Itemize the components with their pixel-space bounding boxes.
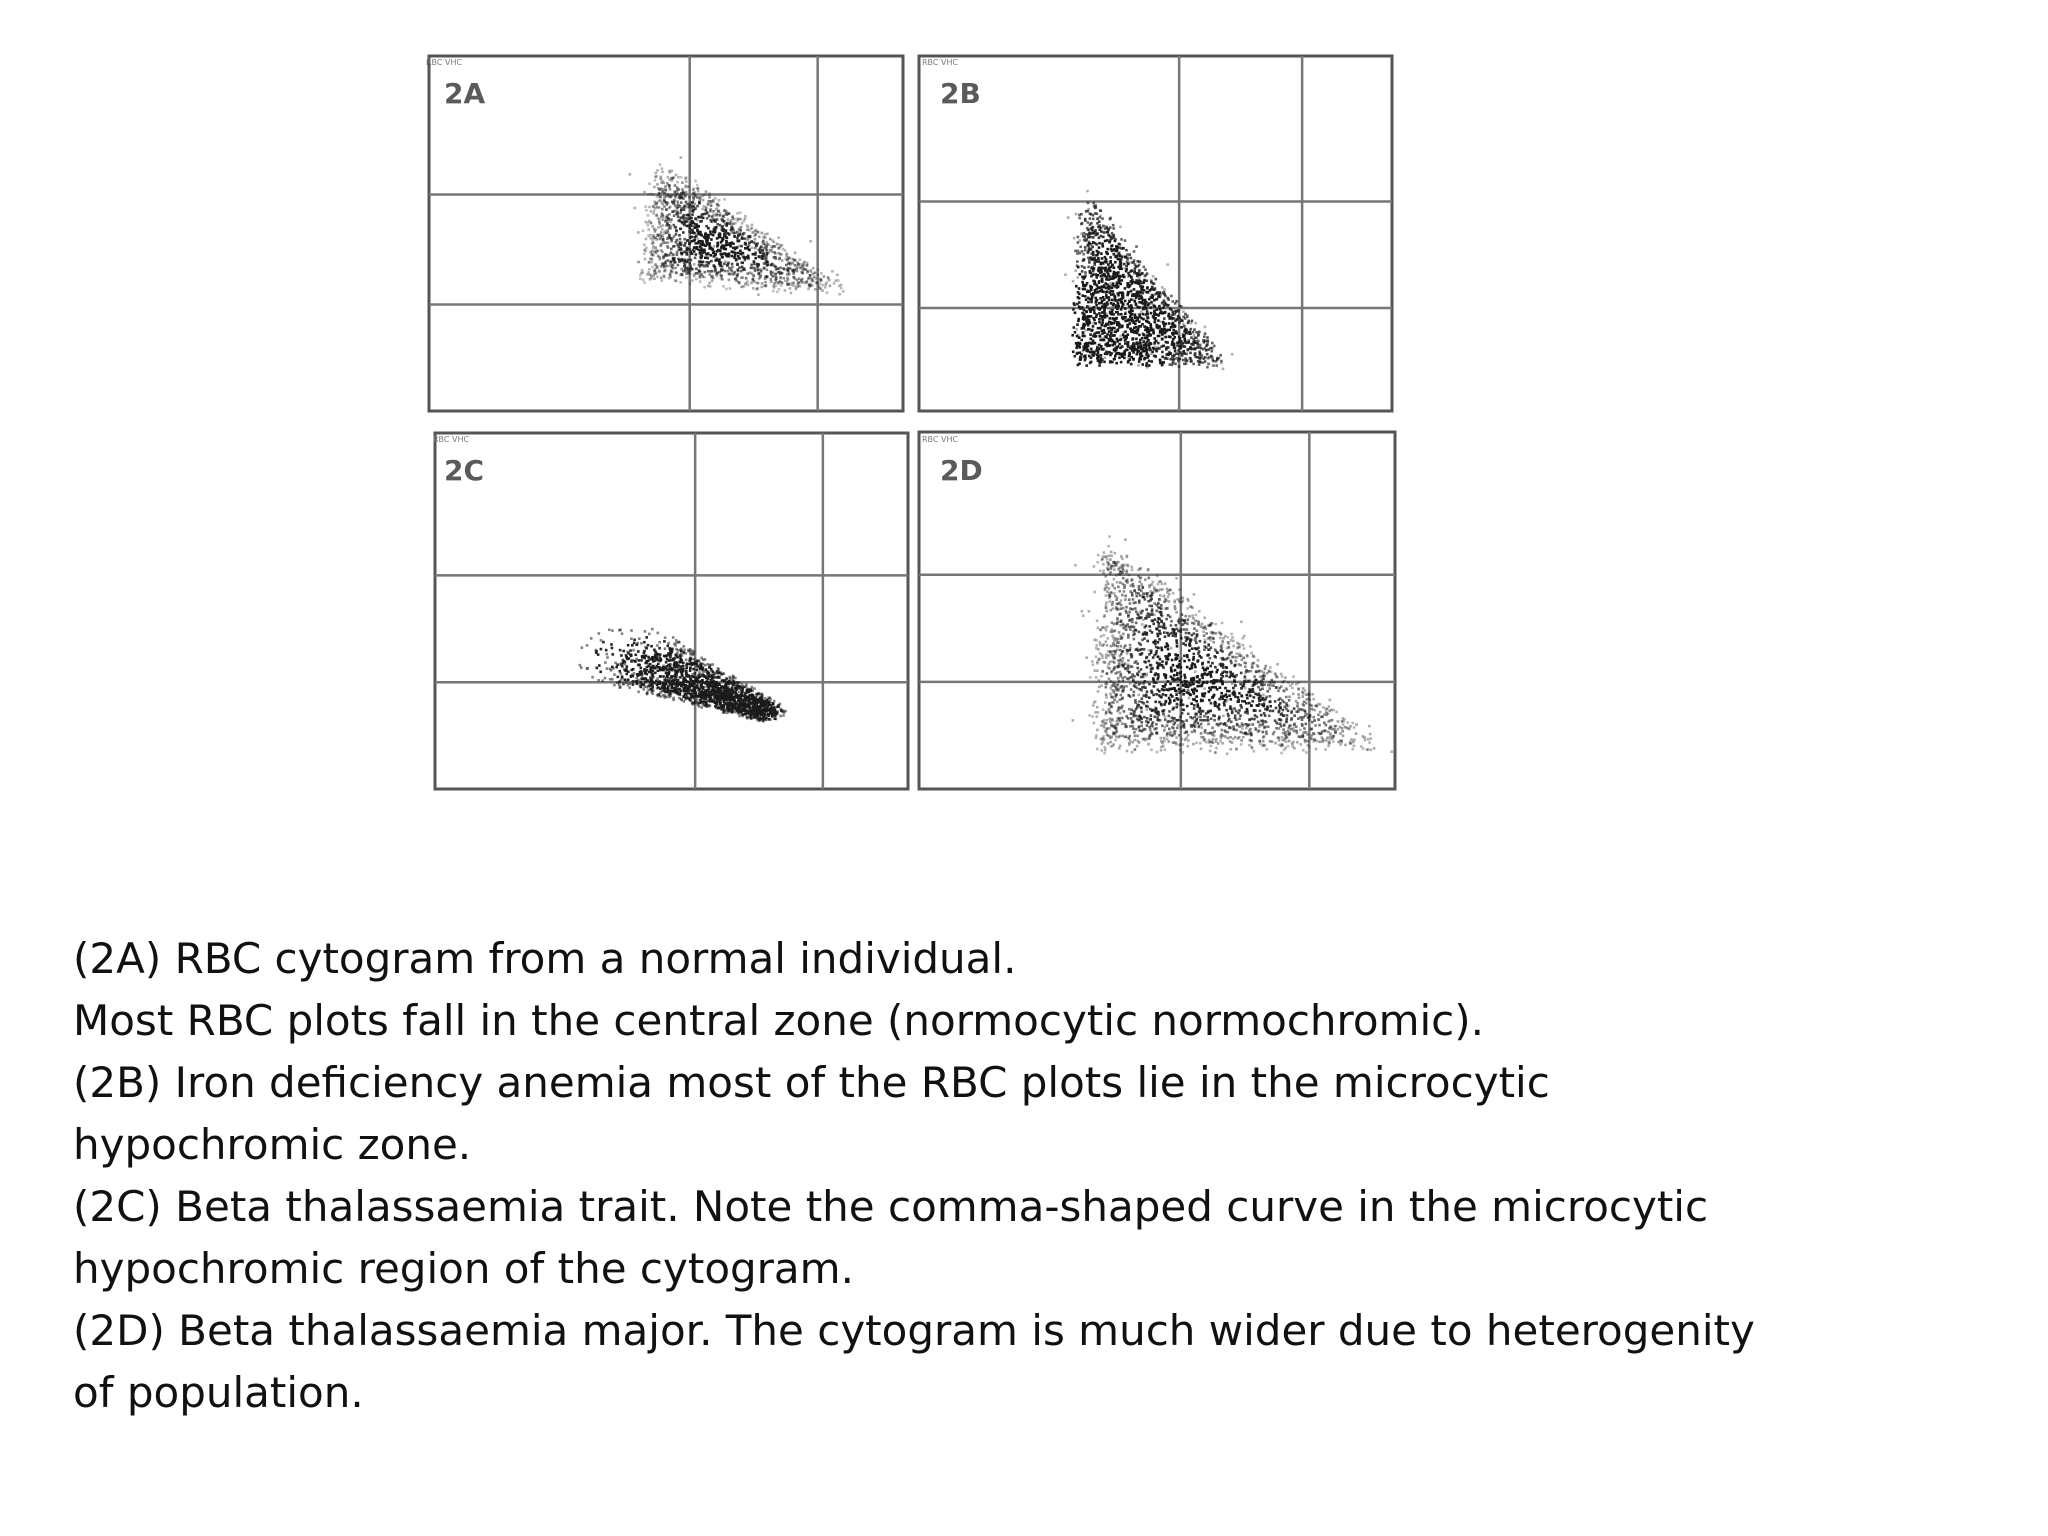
caption-line: Most RBC plots fall in the central zone (normocytic normochromic). <box>73 996 1484 1045</box>
panel-2A-label: 2A <box>444 77 486 110</box>
caption-line: (2A) RBC cytogram from a normal individual. <box>73 934 1017 983</box>
panel-2D-label: 2D <box>940 454 983 487</box>
panel-2D-axis-label: RBC VHC <box>922 435 959 444</box>
caption-line: (2B) Iron deficiency anemia most of the RBC plots lie in the microcytic <box>73 1058 1550 1107</box>
caption-line: (2C) Beta thalassaemia trait. Note the comma-shaped curve in the microcytic <box>73 1182 1709 1231</box>
panel-2B-label: 2B <box>940 77 981 110</box>
panel-2B-axis-label: RBC VHC <box>922 58 959 67</box>
caption-line: hypochromic zone. <box>73 1120 472 1169</box>
caption-line: of population. <box>73 1368 364 1417</box>
figure-caption <box>73 928 2013 1424</box>
panel-2A-axis-label: RBC VHC <box>426 58 463 67</box>
panel-2C-frame <box>435 433 908 789</box>
panel-2C-label: 2C <box>444 454 485 487</box>
panel-2C-axis-label: RBC VHC <box>433 435 470 444</box>
caption-line: hypochromic region of the cytogram. <box>73 1244 854 1293</box>
caption-line: (2D) Beta thalassaemia major. The cytogram is much wider due to heterogenity <box>73 1306 1755 1355</box>
